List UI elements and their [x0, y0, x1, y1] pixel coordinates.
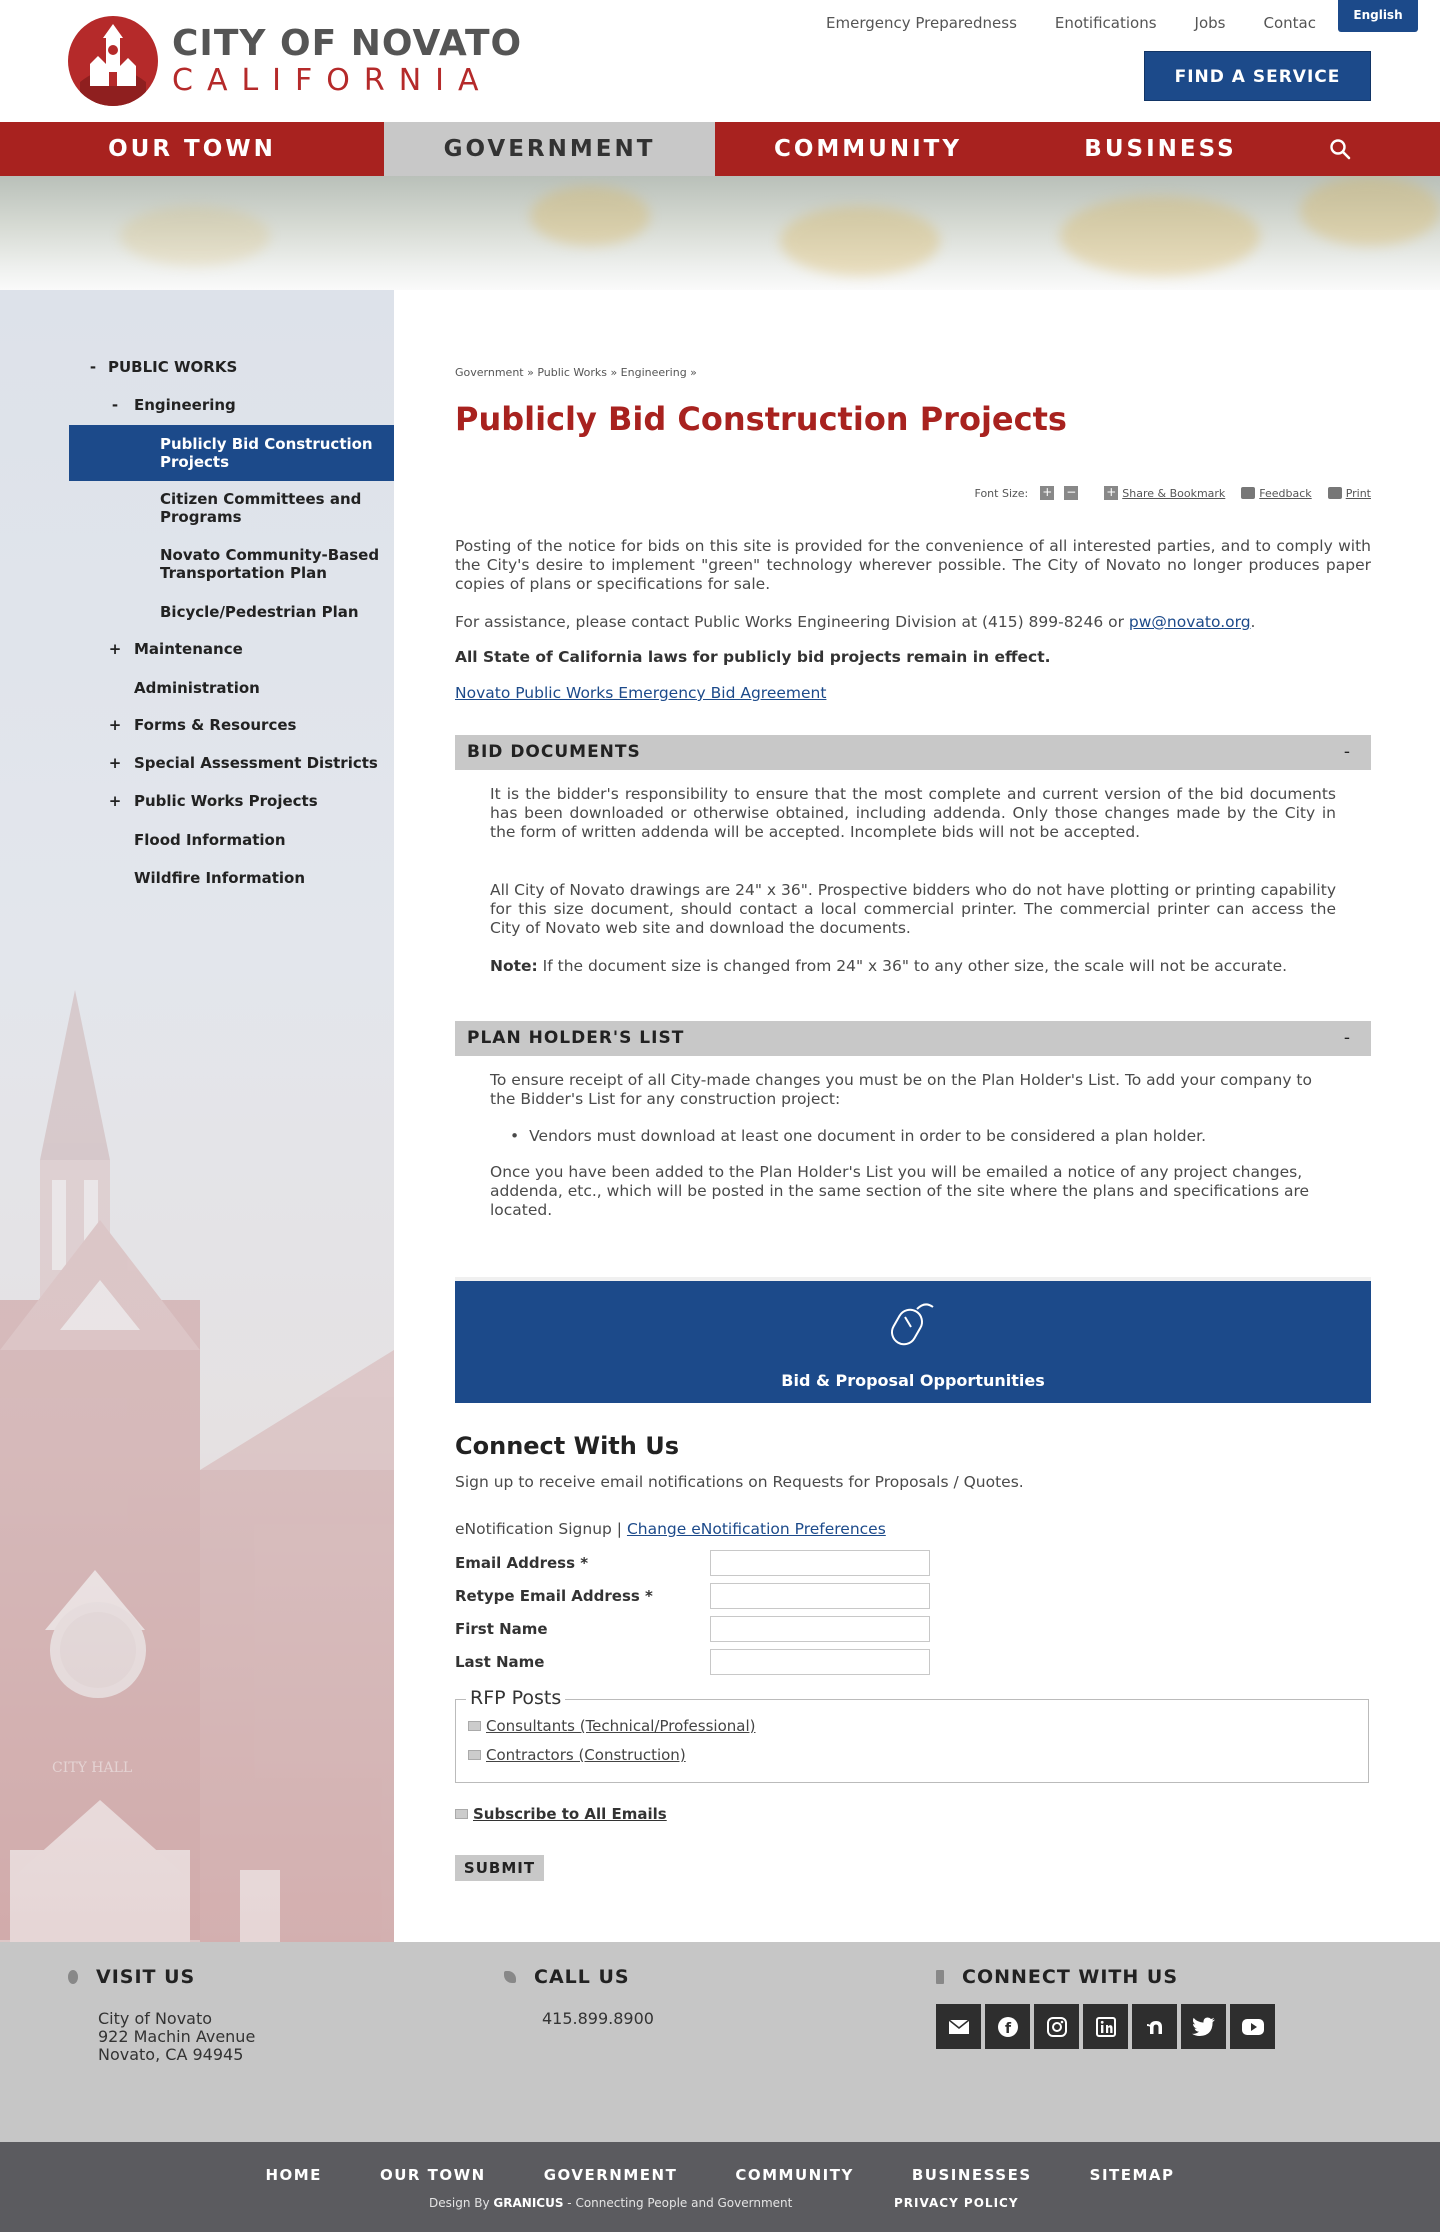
site-header [0, 0, 1440, 122]
twitter-icon[interactable] [1181, 2004, 1226, 2049]
note-text: If the document size is changed from 24" x 36" to any other size, the scale will not be accurate. [537, 957, 1288, 975]
footer-nav [0, 2166, 1440, 2184]
footer-link-community[interactable]: COMMUNITY [735, 2166, 854, 2184]
email-label: Email Address * [455, 1554, 589, 1572]
credit-suffix: - Connecting People and Government [563, 2196, 793, 2210]
logo-subtitle: CALIFORNIA [172, 63, 493, 98]
svg-text:f: f [1004, 2020, 1011, 2037]
city-seal-icon [68, 16, 158, 106]
sidebar-item-label: PUBLIC WORKS [108, 358, 238, 376]
breadcrumb[interactable]: Government » Public Works » Engineering » [455, 366, 697, 379]
sidebar-item-flood[interactable]: Flood Information [134, 831, 286, 849]
checkbox-icon[interactable] [455, 1809, 468, 1819]
font-size-label: Font Size: [974, 486, 1029, 500]
subscribe-all-label: Subscribe to All Emails [473, 1805, 667, 1823]
share-bookmark-link[interactable]: Share & Bookmark [1122, 486, 1226, 500]
privacy-policy-link[interactable]: PRIVACY POLICY [894, 2196, 1019, 2210]
checkbox-label: Consultants (Technical/Professional) [486, 1717, 756, 1735]
submit-button[interactable]: SUBMIT [455, 1855, 544, 1881]
connect-heading: Connect With Us [455, 1432, 679, 1460]
font-increase-icon[interactable]: + [1042, 485, 1053, 499]
plan-holders-p2: Once you have been added to the Plan Holder's List you will be emailed a notice of any project changes, addenda, etc., which will be posted in the same section of the site where the plans and specifications are located. [490, 1163, 1310, 1219]
print-link[interactable]: Print [1345, 486, 1371, 500]
find-service-button[interactable]: FIND A SERVICE [1144, 51, 1371, 101]
sidebar-item-maintenance[interactable] [108, 640, 243, 658]
footer-link-businesses[interactable]: BUSINESSES [911, 2166, 1032, 2184]
linkedin-icon[interactable] [1083, 2004, 1128, 2049]
sidebar-item-bike-ped[interactable]: Bicycle/Pedestrian Plan [160, 603, 359, 621]
expand-toggle[interactable]: + [108, 754, 122, 772]
sidebar-item-citizen-committees[interactable]: Citizen Committees and Programs [160, 490, 362, 526]
city-hall-sign: CITY HALL [52, 1760, 133, 1776]
collapse-toggle[interactable]: - [111, 396, 119, 414]
expand-toggle[interactable]: + [108, 640, 122, 658]
bid-proposal-label: Bid & Proposal Opportunities [781, 1371, 1045, 1390]
footer-link-home[interactable]: HOME [265, 2166, 322, 2184]
rfp-posts-fieldset [455, 1687, 1369, 1783]
sidebar-item-special-assessment[interactable] [108, 754, 378, 772]
expand-toggle[interactable]: + [108, 792, 122, 810]
accordion-bid-documents[interactable] [455, 735, 1371, 770]
retype-email-label: Retype Email Address * [455, 1587, 653, 1605]
print-icon [1328, 487, 1342, 499]
page-tools [975, 486, 1371, 500]
instagram-icon[interactable] [1034, 2004, 1079, 2049]
sidebar-item-label: Forms & Resources [134, 716, 297, 734]
util-link-jobs[interactable]: Jobs [1194, 14, 1226, 32]
page-title: Publicly Bid Construction Projects [455, 400, 1067, 438]
sidebar-item-forms[interactable] [108, 716, 296, 734]
first-name-label: First Name [455, 1620, 548, 1638]
nav-our-town[interactable]: OUR TOWN [108, 136, 276, 162]
map-pin-icon [68, 1970, 78, 1984]
main-nav [0, 122, 1440, 176]
accordion-plan-holders[interactable] [455, 1021, 1371, 1056]
bid-docs-p2: All City of Novato drawings are 24" x 36". Prospective bidders who do not have plotting or printing capability for this size document, should contact a local commercial printer. The commercial printer can access the City of Novato web site and download the documents. [490, 881, 1336, 937]
expand-toggle[interactable]: + [108, 716, 122, 734]
sidebar-item-label: Public Works Projects [134, 792, 318, 810]
email-link[interactable]: pw@novato.org [1128, 613, 1251, 631]
subscribe-all-checkbox[interactable] [455, 1805, 667, 1823]
facebook-icon[interactable] [985, 2004, 1030, 2049]
sidebar-item-label: Engineering [134, 396, 236, 414]
connect-heading-footer: CONNECT WITH US [962, 1966, 1179, 1988]
footer-call [504, 1966, 654, 2028]
visit-heading: VISIT US [96, 1966, 196, 1988]
accordion-title: PLAN HOLDER'S LIST [467, 1028, 685, 1048]
logo-title: CITY OF NOVATO [172, 23, 523, 64]
checkbox-icon[interactable] [468, 1721, 481, 1731]
social-links [936, 2004, 1279, 2049]
assistance-text: For assistance, please contact Public Works Engineering Division at (415) 899-8246 or [455, 613, 1129, 631]
city-hall-illustration [0, 290, 394, 1942]
email-field[interactable] [710, 1550, 930, 1576]
granicus-link[interactable]: GRANICUS [493, 2196, 564, 2210]
assistance-paragraph [455, 613, 1371, 632]
email-row [455, 1550, 955, 1578]
sidebar-item-pw-projects[interactable] [108, 792, 318, 810]
email-icon[interactable] [936, 2004, 981, 2049]
sidebar-item-label: Publicly Bid Construction Projects [160, 435, 373, 471]
util-link-contact[interactable]: Contac [1263, 14, 1316, 32]
emergency-bid-link[interactable]: Novato Public Works Emergency Bid Agreement [455, 684, 827, 702]
address [98, 2010, 255, 2064]
nav-community[interactable]: COMMUNITY [773, 136, 963, 162]
footer-contact [0, 1942, 1440, 2142]
share-icon: + [1106, 485, 1117, 499]
note-label: Note: [490, 957, 538, 975]
plan-holders-p1: To ensure receipt of all City-made changes you must be on the Plan Holder's List. To add your company to the Bidder's List for any construction project: [490, 1071, 1312, 1108]
footer-connect [936, 1966, 1279, 2049]
connect-subtitle: Sign up to receive email notifications on Requests for Proposals / Quotes. [455, 1473, 1024, 1491]
footer-link-sitemap[interactable]: SITEMAP [1089, 2166, 1175, 2184]
enotification-line [455, 1520, 1371, 1539]
checkbox-contractors[interactable] [468, 1746, 686, 1764]
design-credit [429, 2196, 792, 2210]
utility-nav [826, 14, 1354, 32]
collapse-icon[interactable]: - [1343, 742, 1351, 762]
change-preferences-link[interactable]: Change eNotification Preferences [626, 1520, 886, 1538]
rfp-posts-legend: RFP Posts [466, 1687, 565, 1709]
phone-number[interactable]: 415.899.8900 [542, 2009, 654, 2028]
sidebar-item-label: Maintenance [134, 640, 243, 658]
address-line: 922 Machin Avenue [98, 2027, 256, 2046]
nextdoor-icon[interactable] [1132, 2004, 1177, 2049]
address-line: City of Novato [98, 2009, 213, 2028]
assistance-suffix: . [1250, 613, 1256, 631]
city-logo[interactable] [68, 16, 522, 106]
bid-docs-note [490, 957, 1336, 976]
emergency-paragraph [455, 684, 1371, 703]
bid-proposal-button[interactable] [455, 1277, 1371, 1403]
first-name-row [455, 1616, 955, 1644]
sidebar-item-administration[interactable]: Administration [134, 679, 260, 697]
sidebar-item-transportation-plan[interactable]: Novato Community-Based Transportation Plan [160, 546, 380, 582]
search-icon [1329, 138, 1351, 160]
footer-visit [68, 1966, 255, 2064]
nav-business[interactable]: BUSINESS [1084, 136, 1237, 162]
checkbox-label: Contractors (Construction) [486, 1746, 686, 1764]
last-name-row [455, 1649, 955, 1677]
laws-notice: All State of California laws for publicly bid projects remain in effect. [455, 648, 1051, 666]
sidebar [0, 290, 394, 1942]
intro-paragraph: Posting of the notice for bids on this site is provided for the convenience of all interested parties, and to comply with the City's desire to implement "green" technology wherever possible. The City of Novato no longer produces paper copies of plans or specifications for sale. [455, 537, 1371, 593]
footer-bottom [0, 2142, 1440, 2232]
phone-icon [504, 1971, 516, 1983]
bookmark-icon [936, 1970, 944, 1984]
checkbox-consultants[interactable] [468, 1717, 755, 1735]
retype-email-field[interactable] [710, 1583, 930, 1609]
enotification-prefix: eNotification Signup | [455, 1520, 627, 1538]
sidebar-item-publicly-bid[interactable] [69, 425, 394, 481]
accordion-title: BID DOCUMENTS [467, 742, 641, 762]
sidebar-item-public-works[interactable] [86, 358, 237, 376]
last-name-field[interactable] [710, 1649, 930, 1675]
credit-prefix: Design By [429, 2196, 494, 2210]
call-heading: CALL US [534, 1966, 630, 1988]
sidebar-item-engineering[interactable] [108, 396, 236, 414]
footer-link-government[interactable]: GOVERNMENT [543, 2166, 678, 2184]
collapse-icon[interactable]: - [1343, 1028, 1351, 1048]
nav-government[interactable]: GOVERNMENT [384, 122, 715, 176]
feedback-icon [1241, 487, 1255, 499]
plan-holders-bullet: • Vendors must download at least one document in order to be considered a plan holder. [510, 1127, 1206, 1145]
search-button[interactable] [1300, 122, 1380, 176]
bid-docs-p1: It is the bidder's responsibility to ensure that the most complete and current version of the bid documents has been downloaded or otherwise obtained, including addenda. Only those changes made by the City in the form of written addenda will be accepted. Incomplete bids will not be accepted. [490, 785, 1336, 841]
util-link-emergency[interactable]: Emergency Preparedness [826, 14, 1017, 32]
mouse-icon [885, 1295, 941, 1351]
sidebar-item-wildfire[interactable]: Wildfire Information [134, 869, 306, 887]
hero-banner [0, 176, 1440, 290]
footer-link-our-town[interactable]: OUR TOWN [379, 2166, 486, 2184]
checkbox-icon[interactable] [468, 1750, 481, 1760]
font-decrease-icon[interactable]: − [1066, 485, 1077, 499]
language-selector[interactable]: English [1338, 0, 1418, 32]
youtube-icon[interactable] [1230, 2004, 1275, 2049]
last-name-label: Last Name [455, 1653, 545, 1671]
feedback-link[interactable]: Feedback [1259, 486, 1312, 500]
collapse-toggle[interactable]: - [89, 358, 97, 376]
util-link-enotifications[interactable]: Enotifications [1054, 14, 1157, 32]
address-line: Novato, CA 94945 [98, 2045, 244, 2064]
retype-email-row [455, 1583, 955, 1611]
first-name-field[interactable] [710, 1616, 930, 1642]
sidebar-item-label: Special Assessment Districts [134, 754, 378, 772]
